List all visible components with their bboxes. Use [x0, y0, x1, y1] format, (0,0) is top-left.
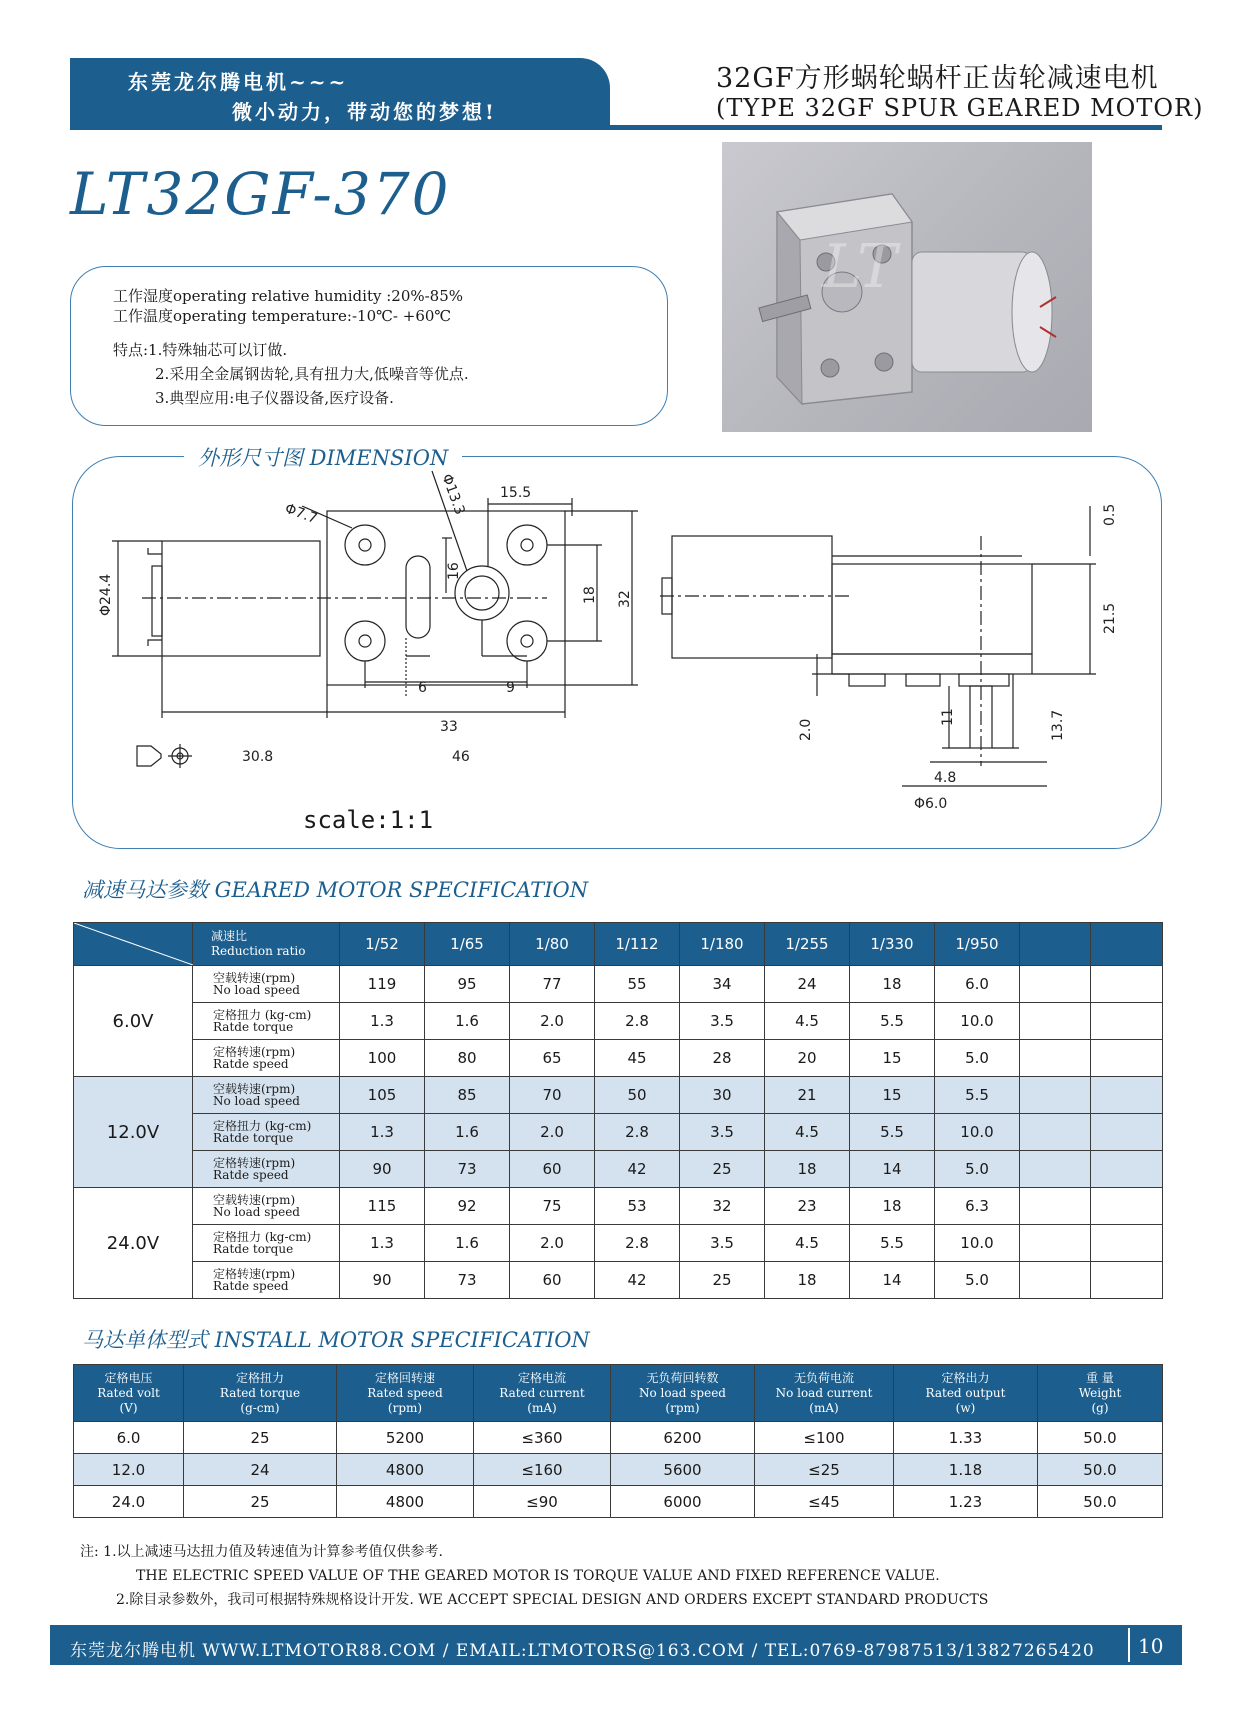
voltage-cell: 6.0V	[74, 966, 193, 1077]
install-header-cell: 定格回转速 Rated speed (rpm)	[337, 1365, 474, 1422]
value-cell: 30	[680, 1077, 765, 1114]
value-cell: 32	[680, 1188, 765, 1225]
install-value-cell: 24	[184, 1454, 337, 1486]
install-value-cell: ≤100	[755, 1422, 894, 1454]
value-cell: 119	[340, 966, 425, 1003]
value-cell	[1020, 1077, 1091, 1114]
value-cell: 3.5	[680, 1225, 765, 1262]
value-cell	[1020, 1225, 1091, 1262]
row-label: 定格扭力 (kg-cm) Ratde torque	[193, 1003, 340, 1040]
feature-item-2: 2.采用全金属钢齿轮,具有扭力大,低噪音等优点.	[155, 365, 469, 383]
value-cell	[1020, 1188, 1091, 1225]
table-row	[74, 1114, 1163, 1151]
feature-item-1: 特点:1.特殊轴芯可以订做.	[113, 341, 288, 359]
dim-0-5: 0.5	[1102, 503, 1118, 526]
install-header-cell: 定格出力 Rated output (w)	[894, 1365, 1038, 1422]
install-header-cell: 定格电流 Rated current (mA)	[474, 1365, 611, 1422]
geared-spec-table	[73, 922, 1163, 1299]
value-cell: 5.5	[850, 1225, 935, 1262]
temperature-spec: 工作温度operating temperature:-10℃- +60℃	[113, 307, 452, 325]
value-cell: 2.8	[595, 1114, 680, 1151]
table-row	[74, 1486, 1163, 1518]
install-value-cell: 1.18	[894, 1454, 1038, 1486]
dim-6: 6	[418, 680, 427, 696]
value-cell: 2.0	[510, 1225, 595, 1262]
value-cell: 3.5	[680, 1114, 765, 1151]
install-value-cell: 1.23	[894, 1486, 1038, 1518]
value-cell: 5.5	[850, 1114, 935, 1151]
install-header-cell: 无负荷电流 No load current (mA)	[755, 1365, 894, 1422]
value-cell: 18	[765, 1151, 850, 1188]
table-row	[74, 1077, 1163, 1114]
value-cell	[1020, 1262, 1091, 1299]
note-line-3: 2.除目录参数外，我司可根据特殊规格设计开发. WE ACCEPT SPECIAL DESIGN AND ORDERS EXCEPT STANDARD PRODUCTS	[116, 1592, 989, 1608]
note-line-1: 注: 1.以上减速马达扭力值及转速值为计算参考值仅供参考.	[80, 1544, 443, 1560]
value-cell: 2.0	[510, 1114, 595, 1151]
value-cell	[1091, 1188, 1163, 1225]
dim-7-7: Φ7.7	[282, 500, 320, 528]
value-cell	[1091, 1077, 1163, 1114]
install-value-cell: 5200	[337, 1422, 474, 1454]
ratio-cell: 1/65	[425, 923, 510, 966]
dim-2-0: 2.0	[798, 718, 814, 741]
value-cell: 10.0	[935, 1114, 1020, 1151]
install-value-cell: ≤90	[474, 1486, 611, 1518]
install-value-cell: 50.0	[1038, 1454, 1163, 1486]
dim-21-5: 21.5	[1102, 602, 1118, 634]
footer-contact: 东莞龙尔腾电机 WWW.LTMOTOR88.COM / EMAIL:LTMOTORS@163.COM / TEL:0769-87987513/13827265420	[70, 1641, 1095, 1661]
install-value-cell: 12.0	[74, 1454, 184, 1486]
ratio-cell	[1091, 923, 1163, 966]
value-cell: 80	[425, 1040, 510, 1077]
row-label: 定格扭力 (kg-cm) Ratde torque	[193, 1114, 340, 1151]
value-cell: 23	[765, 1188, 850, 1225]
value-cell: 55	[595, 966, 680, 1003]
value-cell: 4.5	[765, 1003, 850, 1040]
install-value-cell: 6200	[611, 1422, 755, 1454]
dim-13-7: 13.7	[1050, 709, 1066, 741]
value-cell: 6.0	[935, 966, 1020, 1003]
install-value-cell: 50.0	[1038, 1422, 1163, 1454]
install-value-cell: 25	[184, 1486, 337, 1518]
motor-illustration	[722, 142, 1092, 432]
value-cell	[1020, 1151, 1091, 1188]
value-cell: 25	[680, 1151, 765, 1188]
value-cell: 24	[765, 966, 850, 1003]
ratio-cell: 1/330	[850, 923, 935, 966]
value-cell	[1091, 1040, 1163, 1077]
table-row	[74, 1040, 1163, 1077]
value-cell: 18	[850, 1188, 935, 1225]
value-cell: 50	[595, 1077, 680, 1114]
value-cell: 53	[595, 1188, 680, 1225]
ratio-cell: 1/255	[765, 923, 850, 966]
value-cell: 10.0	[935, 1225, 1020, 1262]
slogan-line-1: 东莞龙尔腾电机~~~	[128, 70, 349, 94]
value-cell	[1020, 966, 1091, 1003]
feature-item-3: 3.典型应用:电子仪器设备,医疗设备.	[155, 389, 394, 407]
value-cell: 1.6	[425, 1225, 510, 1262]
value-cell: 1.3	[340, 1114, 425, 1151]
slogan-line-2: 微小动力，带动您的梦想!	[232, 100, 497, 124]
page-number: 10	[1138, 1634, 1164, 1658]
table-row	[74, 1262, 1163, 1299]
value-cell: 90	[340, 1262, 425, 1299]
value-cell	[1091, 966, 1163, 1003]
install-value-cell: 4800	[337, 1454, 474, 1486]
value-cell: 20	[765, 1040, 850, 1077]
value-cell: 21	[765, 1077, 850, 1114]
dimension-drawing	[72, 456, 1162, 849]
ratio-cell	[1020, 923, 1091, 966]
row-label: 定格转速(rpm) Ratde speed	[193, 1040, 340, 1077]
value-cell: 5.0	[935, 1151, 1020, 1188]
value-cell	[1091, 1151, 1163, 1188]
value-cell: 60	[510, 1151, 595, 1188]
value-cell: 34	[680, 966, 765, 1003]
value-cell: 4.5	[765, 1225, 850, 1262]
dim-16: 16	[446, 562, 462, 580]
value-cell	[1091, 1114, 1163, 1151]
value-cell: 65	[510, 1040, 595, 1077]
install-value-cell: 5600	[611, 1454, 755, 1486]
dim-15-5: 15.5	[500, 485, 532, 501]
value-cell: 73	[425, 1151, 510, 1188]
table-row	[74, 1003, 1163, 1040]
value-cell: 15	[850, 1077, 935, 1114]
dim-24-4: Φ24.4	[98, 573, 114, 616]
ratio-cell: 1/112	[595, 923, 680, 966]
value-cell: 25	[680, 1262, 765, 1299]
table-row	[74, 1422, 1163, 1454]
ratio-cell: 1/80	[510, 923, 595, 966]
value-cell: 1.6	[425, 1114, 510, 1151]
note-line-2: THE ELECTRIC SPEED VALUE OF THE GEARED MOTOR IS TORQUE VALUE AND FIXED REFERENCE VALUE.	[136, 1568, 940, 1584]
row-label: 定格扭力 (kg-cm) Ratde torque	[193, 1225, 340, 1262]
dimension-title: 外形尺寸图 DIMENSION	[184, 442, 462, 472]
value-cell: 1.3	[340, 1003, 425, 1040]
table-row	[74, 966, 1163, 1003]
table-row	[74, 1454, 1163, 1486]
dim-9: 9	[506, 680, 515, 696]
install-value-cell: 1.33	[894, 1422, 1038, 1454]
dim-11: 11	[940, 708, 956, 726]
product-title-en: (TYPE 32GF SPUR GEARED MOTOR)	[716, 94, 1204, 122]
install-value-cell: 4800	[337, 1486, 474, 1518]
corner-cell	[74, 923, 193, 966]
scale-label: scale:1:1	[303, 806, 434, 834]
value-cell: 100	[340, 1040, 425, 1077]
value-cell	[1091, 1262, 1163, 1299]
dim-33: 33	[440, 719, 458, 735]
value-cell: 10.0	[935, 1003, 1020, 1040]
value-cell: 45	[595, 1040, 680, 1077]
value-cell	[1091, 1003, 1163, 1040]
install-value-cell: 50.0	[1038, 1486, 1163, 1518]
ratio-cell: 1/950	[935, 923, 1020, 966]
value-cell: 5.5	[850, 1003, 935, 1040]
table-row	[74, 1225, 1163, 1262]
ratio-label-cell: 减速比 Reduction ratio	[193, 923, 340, 966]
value-cell: 5.0	[935, 1040, 1020, 1077]
value-cell: 5.5	[935, 1077, 1020, 1114]
dim-46: 46	[452, 749, 470, 765]
dim-32: 32	[617, 590, 633, 608]
notes-block	[80, 1540, 988, 1612]
value-cell: 1.6	[425, 1003, 510, 1040]
value-cell: 3.5	[680, 1003, 765, 1040]
value-cell: 28	[680, 1040, 765, 1077]
value-cell: 60	[510, 1262, 595, 1299]
product-title-cn: 32GF方形蜗轮蜗杆正齿轮减速电机	[716, 63, 1159, 94]
value-cell: 95	[425, 966, 510, 1003]
value-cell: 14	[850, 1151, 935, 1188]
value-cell: 70	[510, 1077, 595, 1114]
product-photo	[722, 142, 1092, 432]
row-label: 空载转速(rpm) No load speed	[193, 1188, 340, 1225]
row-label: 空载转速(rpm) No load speed	[193, 1077, 340, 1114]
dim-4-8: 4.8	[934, 770, 957, 786]
value-cell: 2.8	[595, 1003, 680, 1040]
value-cell: 1.3	[340, 1225, 425, 1262]
dim-6-0: Φ6.0	[914, 796, 948, 812]
value-cell: 75	[510, 1188, 595, 1225]
value-cell: 115	[340, 1188, 425, 1225]
value-cell	[1020, 1040, 1091, 1077]
value-cell: 2.8	[595, 1225, 680, 1262]
row-label: 空载转速(rpm) No load speed	[193, 966, 340, 1003]
install-value-cell: ≤45	[755, 1486, 894, 1518]
install-spec-table	[73, 1364, 1163, 1518]
value-cell	[1020, 1003, 1091, 1040]
footer-divider	[1128, 1628, 1130, 1662]
value-cell: 15	[850, 1040, 935, 1077]
ratio-cell: 1/180	[680, 923, 765, 966]
install-spec-title: 马达单体型式 INSTALL MOTOR SPECIFICATION	[82, 1328, 590, 1352]
install-header-cell: 重 量 Weight (g)	[1038, 1365, 1163, 1422]
install-value-cell: 6000	[611, 1486, 755, 1518]
install-header-cell: 定格电压 Rated volt (V)	[74, 1365, 184, 1422]
install-header-cell: 定格扭力 Rated torque (g-cm)	[184, 1365, 337, 1422]
install-value-cell: 24.0	[74, 1486, 184, 1518]
value-cell: 6.3	[935, 1188, 1020, 1225]
features-box	[70, 266, 668, 426]
ratio-header-row	[74, 923, 1163, 966]
value-cell	[1091, 1225, 1163, 1262]
value-cell: 92	[425, 1188, 510, 1225]
install-value-cell: ≤160	[474, 1454, 611, 1486]
install-header-cell: 无负荷回转数 No load speed (rpm)	[611, 1365, 755, 1422]
dim-13-3: Φ13.3	[438, 471, 468, 518]
value-cell: 90	[340, 1151, 425, 1188]
install-value-cell: 6.0	[74, 1422, 184, 1454]
value-cell: 105	[340, 1077, 425, 1114]
value-cell: 77	[510, 966, 595, 1003]
row-label: 定格转速(rpm) Ratde speed	[193, 1262, 340, 1299]
voltage-cell: 24.0V	[74, 1188, 193, 1299]
dim-30-8: 30.8	[242, 749, 274, 765]
humidity-spec: 工作湿度operating relative humidity :20%-85%	[113, 287, 464, 305]
value-cell: 2.0	[510, 1003, 595, 1040]
model-number: LT32GF-370	[70, 160, 451, 228]
value-cell: 14	[850, 1262, 935, 1299]
value-cell: 42	[595, 1262, 680, 1299]
table-row	[74, 1151, 1163, 1188]
photo-watermark: LT	[822, 232, 897, 302]
row-label: 定格转速(rpm) Ratde speed	[193, 1151, 340, 1188]
value-cell: 85	[425, 1077, 510, 1114]
table-row	[74, 1188, 1163, 1225]
install-header-row	[74, 1365, 1163, 1422]
value-cell	[1020, 1114, 1091, 1151]
dim-18: 18	[582, 586, 598, 604]
header-rule	[70, 125, 1162, 130]
install-value-cell: ≤25	[755, 1454, 894, 1486]
value-cell: 4.5	[765, 1114, 850, 1151]
value-cell: 73	[425, 1262, 510, 1299]
ratio-cell: 1/52	[340, 923, 425, 966]
voltage-cell: 12.0V	[74, 1077, 193, 1188]
value-cell: 42	[595, 1151, 680, 1188]
value-cell: 5.0	[935, 1262, 1020, 1299]
value-cell: 18	[850, 966, 935, 1003]
geared-spec-title: 减速马达参数 GEARED MOTOR SPECIFICATION	[82, 878, 589, 902]
value-cell: 18	[765, 1262, 850, 1299]
install-value-cell: ≤360	[474, 1422, 611, 1454]
install-value-cell: 25	[184, 1422, 337, 1454]
